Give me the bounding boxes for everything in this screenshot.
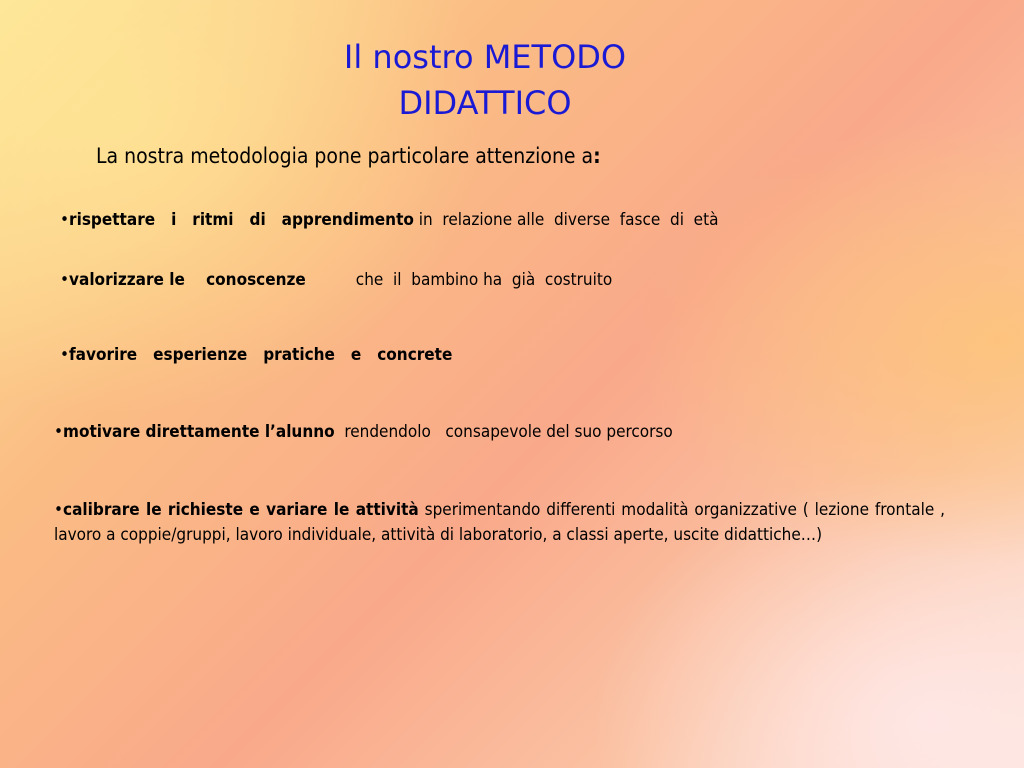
paragraph-bold-text: calibrare le richieste e variare le attività: [63, 500, 419, 520]
subtitle: [96, 144, 601, 168]
bullet-paragraph: [54, 498, 945, 548]
bullet-marker: •: [54, 500, 64, 520]
subtitle-colon: :: [593, 144, 601, 168]
slide-title-line-2: DIDATTICO: [398, 84, 572, 122]
subtitle-text: La nostra metodologia pone particolare attenzione a: [96, 144, 594, 168]
bullet-item-1: [60, 210, 718, 230]
bullet-bold-text: valorizzare le conoscenze: [69, 270, 306, 290]
paragraph-rest-text: sperimentando differenti modalità organizzative ( lezione frontale , lavoro a coppie/gruppi, lavoro individuale, attività di laboratorio, a classi aperte, uscite didattiche…): [54, 500, 945, 545]
bullet-item-4: [54, 422, 673, 442]
bullet-item-2: [60, 270, 612, 290]
bullet-marker: •: [54, 422, 64, 442]
bullet-bold-text: motivare direttamente l’alunno: [63, 422, 335, 442]
bullet-bold-text: favorire esperienze pratiche e concrete: [69, 345, 453, 365]
bullet-rest-text: che il bambino ha già costruito: [355, 270, 613, 290]
bullet-marker: •: [60, 345, 70, 365]
bullet-rest-text: in relazione alle diverse fasce di età: [413, 210, 719, 230]
bullet-rest-text: rendendolo consapevole del suo percorso: [334, 422, 673, 442]
slide-title-line-1: Il nostro METODO: [343, 38, 627, 76]
slide-title: [250, 34, 720, 126]
bullet-item-3: [60, 345, 452, 365]
bullet-bold-text: rispettare i ritmi di apprendimento: [69, 210, 414, 230]
bullet-marker: •: [60, 270, 70, 290]
bullet-marker: •: [60, 210, 70, 230]
